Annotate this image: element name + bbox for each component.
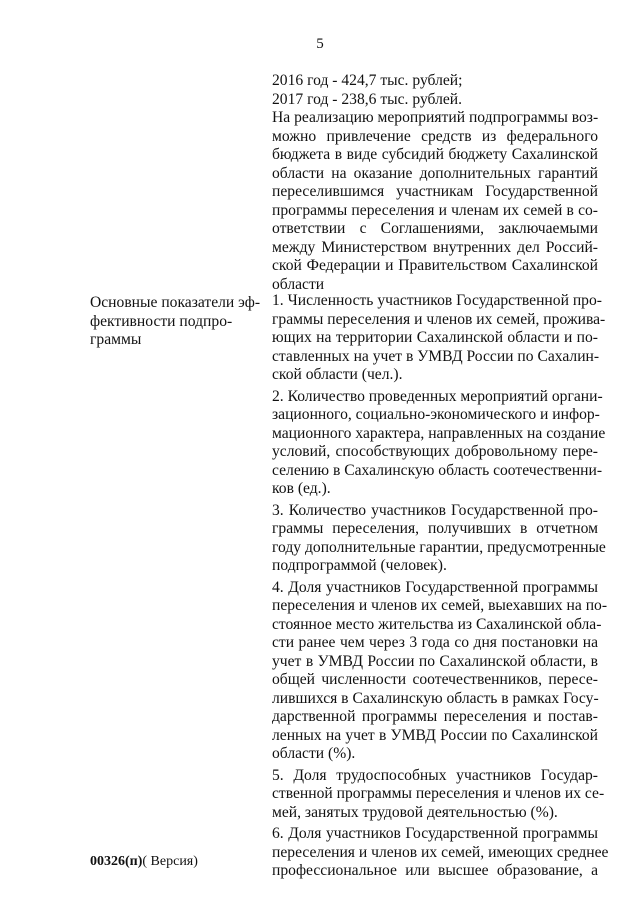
item-line: общей численности соотечественников, пересе- <box>272 671 598 688</box>
item-line: учет в УМВД России по Сахалинской области, в <box>272 652 598 670</box>
indicator-item-5 <box>272 766 605 823</box>
indicator-item-1 <box>272 292 606 385</box>
indicator-item-4 <box>272 578 608 764</box>
indicator-item-3 <box>272 501 606 576</box>
label-line: фективности подпро- <box>90 312 233 330</box>
document-version: ( Версия) <box>142 854 198 869</box>
item-line: граммы переселения, получивших в отчетном <box>272 520 598 537</box>
indicators-list <box>272 292 609 884</box>
paragraph-line: ответствии с Соглашениями, заключаемыми <box>272 220 598 237</box>
item-line: подпрограммой (человек). <box>272 557 447 574</box>
paragraph-line: На реализацию мероприятий подпрограммы воз- <box>272 109 599 126</box>
item-line: мей, занятых трудовой деятельностью (%). <box>272 803 558 821</box>
financing-line-2017: 2017 год - 238,6 тыс. рублей. <box>272 90 463 108</box>
item-line: ственной программы переселения и членов их се- <box>272 785 605 802</box>
item-line: 1. Численность участников Государственной про- <box>272 292 602 309</box>
row-label-performance-indicators <box>90 294 265 350</box>
item-line: ставленных на учет в УМВД России по Сахалин- <box>272 347 600 365</box>
item-line: переселения и членов их семей, выехавших на по- <box>272 597 608 614</box>
item-line: дарственной программы переселения и постав- <box>272 708 598 725</box>
indicator-item-6 <box>272 825 609 881</box>
item-line: стоянное место жительства из Сахалинской обла- <box>272 615 602 633</box>
item-line: граммы переселения и членов их семей, прожива- <box>272 310 606 328</box>
label-line: Основные показатели эф- <box>90 294 261 311</box>
indicator-item-2 <box>272 387 606 499</box>
paragraph-line: между Министерством внутренних дел Россий- <box>272 238 598 256</box>
item-line: условий, способствующих добровольному пере- <box>272 443 598 460</box>
item-line: ющих на территории Сахалинской области и по- <box>272 329 598 346</box>
document-code: 00326(п) <box>90 854 143 869</box>
paragraph-line: ской Федерации и Правительством Сахалинской <box>272 257 598 274</box>
item-line: переселения и членов их семей, имеющих среднее <box>272 843 609 861</box>
item-line: селению в Сахалинскую область соотечественни- <box>272 461 603 479</box>
item-line: ков (ед.). <box>272 480 331 497</box>
item-line: 2. Количество проведенных мероприятий органи- <box>272 387 603 405</box>
item-line: 3. Количество участников Государственной про- <box>272 501 598 519</box>
item-line: профессиональное или высшее образование, а <box>272 862 598 879</box>
paragraph-line: области <box>272 275 325 293</box>
page-number: 5 <box>316 36 324 52</box>
item-line: мационного характера, направленных на создание <box>272 424 606 442</box>
item-line: области (%). <box>272 745 356 762</box>
paragraph-line: программы переселения и членам их семей в со- <box>272 201 598 219</box>
paragraph-line: можно привлечение средств из федерального <box>272 127 598 145</box>
item-line: ской области (чел.). <box>272 366 403 383</box>
financing-line-2016: 2016 год - 424,7 тыс. рублей; <box>272 72 463 89</box>
paragraph-line: переселившимся участникам Государственной <box>272 183 598 200</box>
item-line: сти ранее чем через 3 года со дня постановки на <box>272 634 598 651</box>
paragraph-line: бюджета в виде субсидий бюджету Сахалинской <box>272 146 598 163</box>
label-line: граммы <box>90 331 142 348</box>
item-line: 6. Доля участников Государственной программы <box>272 825 598 842</box>
item-line: 4. Доля участников Государственной программы <box>272 578 598 596</box>
item-line: 5. Доля трудоспособных участников Государ- <box>272 766 598 784</box>
item-line: лившихся в Сахалинскую область в рамках Госу- <box>272 689 599 707</box>
item-line: году дополнительные гарантии, предусмотренные <box>272 538 606 556</box>
document-code-footer <box>90 854 198 870</box>
item-line: зационного, социально-экономического и инфор- <box>272 406 600 423</box>
item-line: ленных на учет в УМВД России по Сахалинской <box>272 726 598 744</box>
paragraph-line: области на оказание дополнительных гарантий <box>272 164 598 182</box>
financing-text-block <box>272 72 598 294</box>
